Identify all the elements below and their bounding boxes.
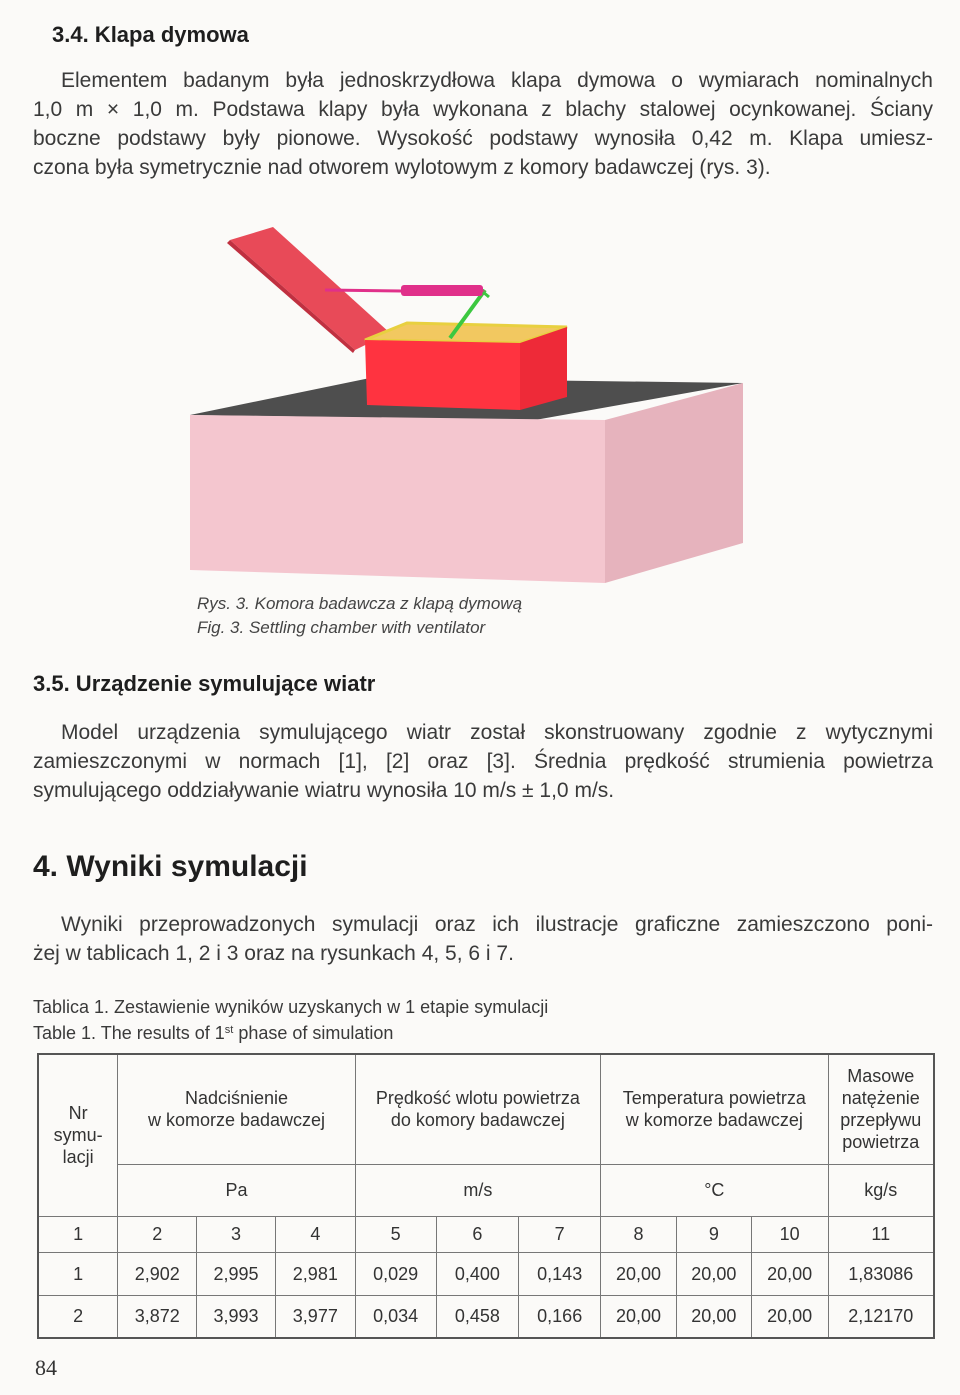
table-cell: 1,83086 [828,1252,934,1295]
table-cell: 2,12170 [828,1295,934,1338]
unit-cell: °C [601,1164,828,1216]
section-heading-4: 4. Wyniki symulacji [33,850,308,883]
table-cell: 2,981 [275,1252,355,1295]
table-cell: 3,872 [118,1295,197,1338]
figure-caption [197,592,522,640]
header-temperature [601,1054,828,1164]
table-units-row [38,1164,934,1216]
column-number-cell: 9 [676,1216,751,1252]
results-table [37,1053,935,1339]
header-massflow-line: Masowe [847,1066,915,1087]
header-nr-line: Nr [68,1103,88,1124]
header-temperature-line: Temperatura powietrza [622,1088,806,1109]
table-cell: 20,00 [676,1252,751,1295]
header-nr [38,1054,118,1216]
table-cell: 0,143 [519,1252,601,1295]
table-cell: 0,034 [355,1295,436,1338]
table-cell: 1 [38,1252,118,1295]
chamber-front [190,415,605,583]
paragraph-line: 1,0 m × 1,0 m. Podstawa klapy była wykonana z blachy stalowej ocynkowanej. Ściany [33,98,933,121]
actuator-cylinder [401,285,483,296]
column-number-cell: 4 [275,1216,355,1252]
table-cell: 3,977 [275,1295,355,1338]
paragraph-line: Model urządzenia symulującego wiatr został skonstruowany zgodnie z wytycznymi [61,721,933,744]
header-nr-line: lacji [62,1147,94,1168]
paragraph-4 [33,910,933,968]
table-cell: 2 [38,1295,118,1338]
unit-cell: m/s [355,1164,600,1216]
table-row [38,1252,934,1295]
table-cell: 2,995 [197,1252,276,1295]
header-pressure [118,1054,355,1164]
column-number-cell: 1 [38,1216,118,1252]
header-massflow-line: natężenie [841,1088,920,1109]
paragraph-line: symulującego oddziaływanie wiatru wynosiła 10 m/s ± 1,0 m/s. [33,779,615,802]
figure-caption-pl: Rys. 3. Komora badawcza z klapą dymową [197,594,523,613]
figure-caption-en: Fig. 3. Settling chamber with ventilator [197,618,486,637]
header-temperature-line: w komorze badawczej [625,1110,803,1131]
table-cell: 20,00 [601,1252,677,1295]
table-cell: 2,902 [118,1252,197,1295]
unit-cell: kg/s [828,1164,934,1216]
column-number-cell: 7 [519,1216,601,1252]
header-velocity-line: do komory badawczej [390,1110,565,1131]
table-caption-pl: Tablica 1. Zestawienie wyników uzyskanych w 1 etapie symulacji [33,997,549,1017]
header-pressure-line: Nadciśnienie [184,1088,289,1109]
table-caption-en-pre: Table 1. The results of 1 [33,1023,225,1043]
header-pressure-line: w komorze badawczej [147,1110,326,1131]
header-massflow [828,1054,934,1164]
actuator-rod-end [483,292,489,297]
header-velocity [355,1054,600,1164]
table-cell: 0,400 [436,1252,519,1295]
table-caption-en [33,1020,548,1046]
page-number: 84 [35,1355,57,1380]
column-number-cell: 2 [118,1216,197,1252]
header-massflow-line: powietrza [842,1132,920,1153]
column-number-cell: 6 [436,1216,519,1252]
paragraph-line: boczne podstawy były pionowe. Wysokość podstawy wynosiła 0,42 m. Klapa umiesz- [33,127,933,150]
vent-lid [230,227,390,350]
section-heading-3-4: 3.4. Klapa dymowa [52,22,249,47]
table-cell: 3,993 [197,1295,276,1338]
unit-cell: Pa [118,1164,355,1216]
column-number-cell: 11 [828,1216,934,1252]
paragraph-3-4 [33,66,933,182]
table-caption-en-sup: st [224,1024,234,1036]
paragraph-line: Wyniki przeprowadzonych symulacji oraz ich ilustracje graficzne zamieszczono poni- [61,913,933,936]
paragraph-3-5 [33,718,933,805]
table-cell: 20,00 [751,1295,828,1338]
header-nr-line: symu- [53,1125,103,1146]
column-number-cell: 5 [355,1216,436,1252]
table-column-numbers-row [38,1216,934,1252]
paragraph-line: żej w tablicach 1, 2 i 3 oraz na rysunkach 4, 5, 6 i 7. [33,942,514,965]
paragraph-line: zamieszczonymi w normach [1], [2] oraz [3]. Średnia prędkość strumienia powietrza [33,750,933,773]
paragraph-line: Elementem badanym była jednoskrzydłowa klapa dymowa o wymiarach nominalnych [61,69,933,92]
table-caption [33,994,548,1046]
table-row [38,1295,934,1338]
column-number-cell: 3 [197,1216,276,1252]
section-heading-3-5: 3.5. Urządzenie symulujące wiatr [33,671,376,696]
column-number-cell: 10 [751,1216,828,1252]
table-header-row [38,1054,934,1164]
table-cell: 0,458 [436,1295,519,1338]
table-cell: 20,00 [676,1295,751,1338]
vent-box-front [365,340,520,410]
table-caption-en-post: phase of simulation [233,1023,394,1043]
table-cell: 0,029 [355,1252,436,1295]
settling-chamber-figure [185,215,755,590]
table-cell: 20,00 [751,1252,828,1295]
table-cell: 0,166 [519,1295,601,1338]
header-velocity-line: Prędkość wlotu powietrza [375,1088,580,1109]
table-cell: 20,00 [601,1295,677,1338]
paragraph-line: czona była symetrycznie nad otworem wylotowym z komory badawczej (rys. 3). [33,156,771,179]
header-massflow-line: przepływu [840,1110,922,1131]
column-number-cell: 8 [601,1216,677,1252]
chamber-side [605,383,743,583]
